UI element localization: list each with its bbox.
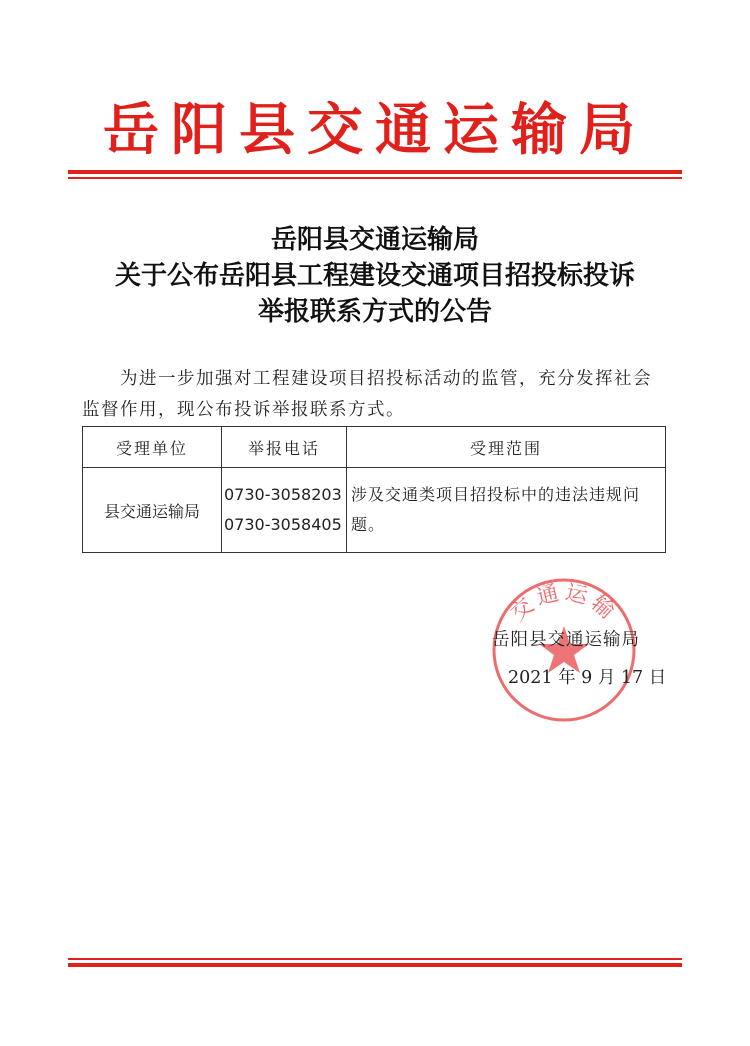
doc-heading-line1: 岳阳县交通运输局 (270, 225, 479, 255)
footer-rule-thick (68, 963, 682, 967)
cell-unit: 县交通运输局 (83, 468, 222, 553)
seal-text: 交通运输 (505, 580, 623, 627)
signature-org: 岳阳县交通运输局 (492, 630, 640, 650)
header-scope: 受理范围 (347, 427, 666, 468)
cell-scope: 涉及交通类项目招投标中的违法违规问题。 (347, 468, 666, 553)
signature-date: 2021 年 9 月 17 日 (508, 668, 667, 688)
header-phone: 举报电话 (222, 427, 347, 468)
letterhead-rule-thick (68, 170, 682, 174)
letterhead-title: 岳阳县交通运输局 (103, 98, 647, 163)
svg-text:交通运输 (506, 580, 622, 627)
body-paragraph: 为进一步加强对工程建设项目招投标活动的监管，充分发挥社会监督作用，现公布投诉举报联系方式。 (82, 369, 652, 420)
table-header-row (83, 427, 666, 468)
cell-phone (222, 468, 347, 553)
phone-number-1: 0730-3058203 (224, 485, 342, 504)
letterhead-rule-thin (68, 177, 682, 179)
phone-number-2: 0730-3058405 (224, 515, 342, 534)
table-row (83, 468, 666, 553)
doc-heading-line2: 关于公布岳阳县工程建设交通项目招投标投诉 (114, 261, 635, 291)
header-unit: 受理单位 (83, 427, 222, 468)
doc-heading-line3: 举报联系方式的公告 (257, 297, 492, 327)
footer-rule-thin (68, 958, 682, 960)
contact-table (82, 426, 666, 553)
